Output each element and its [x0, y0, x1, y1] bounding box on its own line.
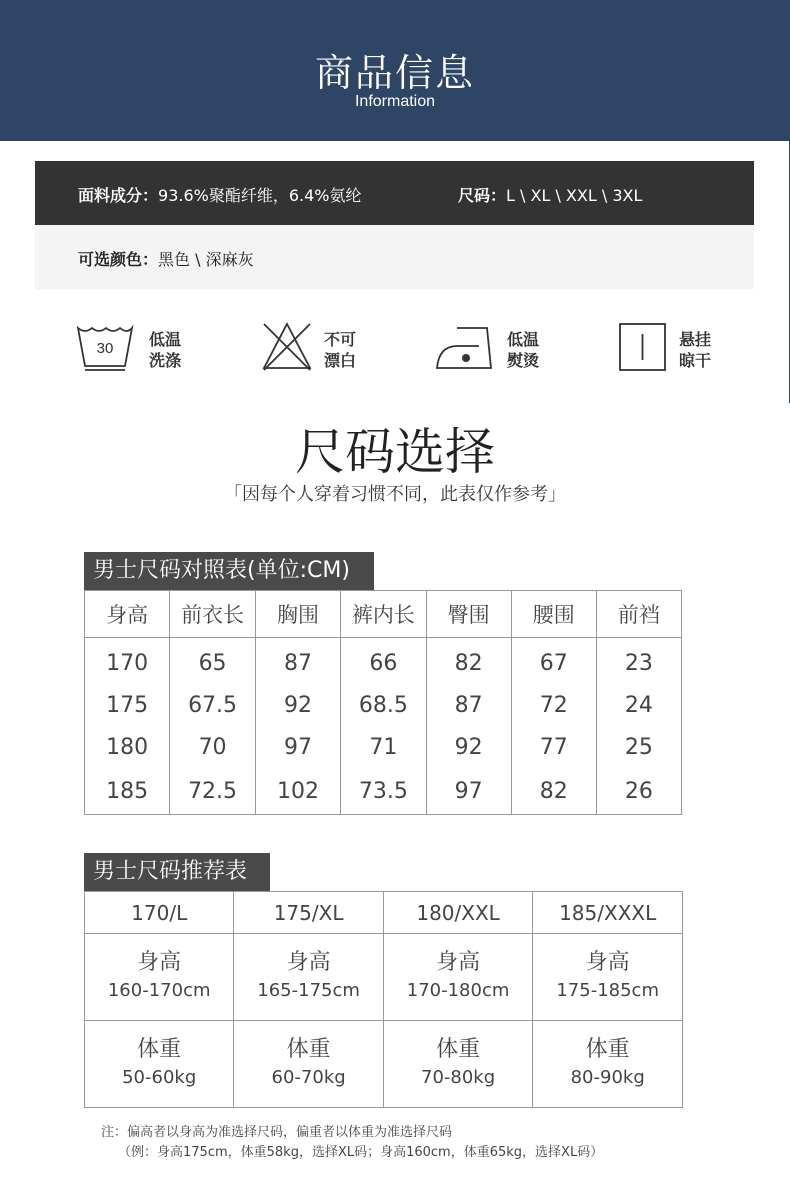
size-range	[458, 183, 642, 206]
column-header: 臀围	[426, 591, 511, 638]
table-cell: 66	[341, 638, 426, 685]
wash-30-icon	[75, 320, 135, 374]
column-header: 身高	[85, 591, 170, 638]
fabric-label: 面料成分：	[78, 186, 159, 205]
table-cell: 102	[255, 768, 340, 815]
table-cell: 67.5	[170, 684, 255, 726]
table-cell: 26	[596, 768, 681, 815]
table-cell: 92	[426, 726, 511, 768]
size-cell: 170/L	[85, 892, 234, 934]
table-cell: 68.5	[341, 684, 426, 726]
size-chart-label: 男士尺码对照表(单位:CM)	[84, 552, 374, 590]
weight-label: 体重	[137, 1037, 182, 1062]
table-cell: 73.5	[341, 768, 426, 815]
table-cell: 65	[170, 638, 255, 685]
height-range: 165-175cm	[257, 980, 360, 1001]
weight-label: 体重	[436, 1037, 481, 1062]
table-cell: 70	[170, 726, 255, 768]
column-header: 前裆	[596, 591, 681, 638]
care-wash-line1: 低温	[149, 330, 182, 349]
color-label: 可选颜色：	[78, 250, 159, 269]
size-chart-table	[84, 590, 682, 815]
column-header: 腰围	[511, 591, 596, 638]
table-cell: 72	[511, 684, 596, 726]
size-cell: 185/XXXL	[533, 892, 683, 934]
recommend-chart-label: 男士尺码推荐表	[84, 853, 270, 891]
table-cell: 97	[426, 768, 511, 815]
page-subtitle: Information	[354, 93, 436, 110]
wash-temp-badge: 30	[96, 340, 114, 357]
care-bleach-line2: 漂白	[324, 351, 357, 370]
care-dry-line1: 悬挂	[679, 330, 712, 349]
weight-label: 体重	[585, 1037, 630, 1062]
weight-cell	[85, 1021, 234, 1108]
weight-range: 50-60kg	[122, 1067, 197, 1088]
height-cell	[85, 934, 234, 1021]
fabric-value: 93.6%聚酯纤维，6.4%氨纶	[158, 186, 362, 205]
care-label-wash	[149, 329, 189, 371]
column-header: 前衣长	[170, 591, 255, 638]
size-section-title: 尺码选择	[295, 423, 495, 481]
table-cell: 87	[426, 684, 511, 726]
table-cell: 82	[426, 638, 511, 685]
fabric-info-bar	[35, 161, 754, 225]
care-label-iron	[507, 329, 547, 371]
table-cell: 97	[255, 726, 340, 768]
column-header: 胸围	[255, 591, 340, 638]
weight-label: 体重	[286, 1037, 331, 1062]
care-item-wash	[75, 320, 195, 376]
recommend-chart-table	[84, 891, 683, 1108]
height-cell	[533, 934, 683, 1021]
weight-range: 60-70kg	[271, 1067, 346, 1088]
table-cell: 72.5	[170, 768, 255, 815]
care-item-iron	[435, 320, 555, 376]
size-value: L \ XL \ XXL \ 3XL	[506, 186, 643, 205]
table-cell: 170	[85, 638, 170, 685]
table-row	[85, 768, 682, 815]
weight-range: 80-90kg	[570, 1067, 645, 1088]
weight-cell	[383, 1021, 533, 1108]
fabric-composition	[78, 183, 362, 206]
page-title: 商品信息	[314, 51, 475, 95]
size-section-note: 「因每个人穿着习惯不同，此表仅作参考」	[224, 484, 566, 505]
table-cell: 92	[255, 684, 340, 726]
header-banner	[0, 0, 790, 141]
care-item-bleach	[261, 320, 381, 376]
size-cell: 175/XL	[234, 892, 383, 934]
table-row	[85, 726, 682, 768]
weight-cell	[533, 1021, 683, 1108]
care-bleach-line1: 不可	[324, 330, 357, 349]
table-cell: 71	[341, 726, 426, 768]
care-iron-line2: 熨烫	[507, 351, 540, 370]
height-range: 175-185cm	[556, 980, 659, 1001]
table-cell: 175	[85, 684, 170, 726]
table-cell: 67	[511, 638, 596, 685]
care-dry-line2: 晾干	[679, 351, 712, 370]
recommend-weight-row	[85, 1021, 683, 1108]
color-value: 黑色 \ 深麻灰	[158, 250, 254, 269]
size-chart-header	[85, 591, 682, 638]
height-range: 160-170cm	[107, 980, 211, 1001]
height-label: 身高	[585, 950, 630, 975]
table-cell: 23	[596, 638, 681, 685]
size-label: 尺码：	[458, 186, 507, 205]
care-item-dry	[618, 320, 738, 376]
table-cell: 180	[85, 726, 170, 768]
recommend-size-row	[85, 892, 683, 934]
care-wash-line2: 洗涤	[149, 351, 182, 370]
table-cell: 87	[255, 638, 340, 685]
column-header: 裤内长	[341, 591, 426, 638]
height-cell	[383, 934, 533, 1021]
height-label: 身高	[286, 950, 331, 975]
low-iron-icon	[435, 320, 495, 374]
table-cell: 25	[596, 726, 681, 768]
height-label: 身高	[137, 950, 182, 975]
size-cell: 180/XXL	[383, 892, 533, 934]
height-cell	[234, 934, 383, 1021]
color-options	[78, 247, 254, 270]
hang-dry-icon	[618, 320, 668, 374]
table-cell: 24	[596, 684, 681, 726]
table-row	[85, 638, 682, 685]
table-cell: 77	[511, 726, 596, 768]
footnote-line2: （例：身高175cm，体重58kg，选择XL码；身高160cm，体重65kg，选择XL码）	[118, 1145, 604, 1160]
care-label-bleach	[324, 329, 364, 371]
color-info-bar	[35, 225, 754, 289]
table-row	[85, 684, 682, 726]
care-iron-line1: 低温	[507, 330, 540, 349]
footnote-line1: 注：偏高者以身高为准选择尺码，偏重者以体重为准选择尺码	[101, 1125, 453, 1140]
weight-cell	[234, 1021, 383, 1108]
recommend-height-row	[85, 934, 683, 1021]
height-label: 身高	[436, 950, 481, 975]
table-cell: 82	[511, 768, 596, 815]
table-cell: 185	[85, 768, 170, 815]
weight-range: 70-80kg	[421, 1067, 496, 1088]
no-bleach-icon	[261, 320, 313, 374]
care-label-dry	[679, 329, 719, 371]
height-range: 170-180cm	[406, 980, 510, 1001]
